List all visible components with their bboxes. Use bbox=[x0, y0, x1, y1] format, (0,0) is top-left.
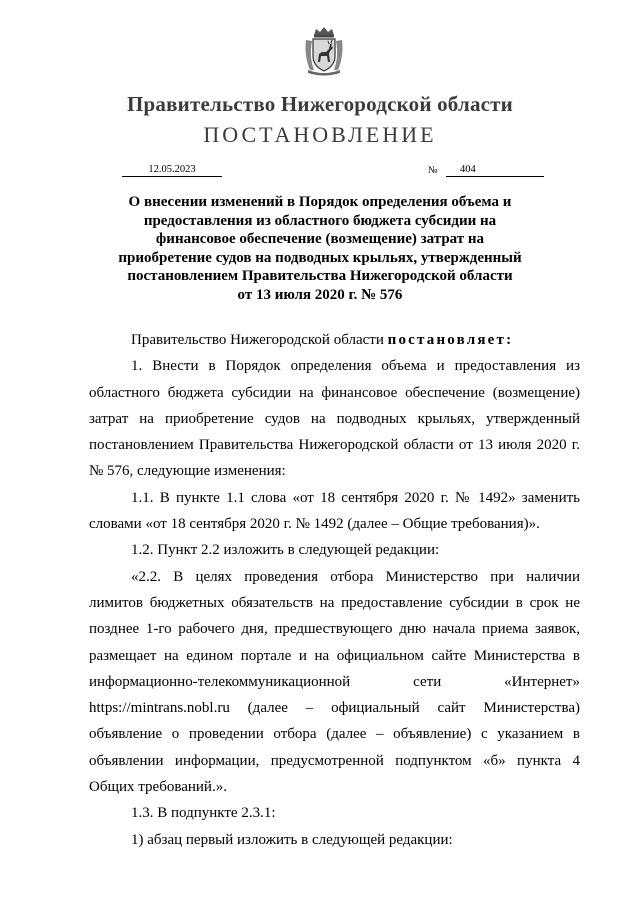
paragraph-line: объявление о проведении отбора (далее – объявление) с указанием в bbox=[89, 726, 580, 743]
paragraph-line: 1.2. Пункт 2.2 изложить в следующей редакции: bbox=[131, 542, 440, 559]
government-title: Правительство Нижегородской области bbox=[127, 92, 513, 116]
paragraph-line: 1. Внести в Порядок определения объема и предоставления из bbox=[131, 358, 580, 375]
subject-line: приобретение судов на подводных крыльях, утвержденный bbox=[118, 249, 522, 266]
subject-line: постановлением Правительства Нижегородской области bbox=[127, 268, 513, 284]
paragraph-line: 1.1. В пункте 1.1 слова «от 18 сентября 2020 г. № 1492» заменить bbox=[131, 489, 580, 506]
text-fragment: сети bbox=[413, 673, 442, 690]
subject-line: от 13 июля 2020 г. № 576 bbox=[237, 286, 403, 303]
subject-line: О внесении изменений в Порядок определения объема и bbox=[128, 194, 512, 210]
paragraph-line: Общих требований.». bbox=[89, 779, 227, 796]
paragraph-line: постановлением Правительства Нижегородской области от 13 июля 2020 г. bbox=[89, 437, 580, 454]
paragraph-line: 1) абзац первый изложить в следующей редакции: bbox=[131, 831, 453, 848]
paragraph-line: «2.2. В целях проведения отбора Министерство при наличии bbox=[131, 568, 580, 585]
paragraph-line: https://mintrans.nobl.ru (далее – официальный сайт Министерства) bbox=[89, 700, 580, 717]
paragraph-line: размещает на едином портале и на официальном сайте Министерства в bbox=[89, 647, 580, 664]
number-label: № bbox=[428, 165, 438, 176]
document-body bbox=[89, 327, 580, 853]
paragraph-line: № 576, следующие изменения: bbox=[89, 463, 286, 480]
paragraph-line: позднее 1-го рабочего дня, предшествующего дню начала приема заявок, bbox=[89, 621, 580, 638]
document-subject bbox=[100, 193, 540, 304]
document-date: 12.05.2023 bbox=[122, 164, 222, 177]
intro-paragraph bbox=[89, 327, 580, 353]
coat-of-arms-icon bbox=[302, 26, 346, 76]
intro-verb: постановляет: bbox=[387, 332, 514, 348]
paragraph-line: 1.3. В подпункте 2.3.1: bbox=[131, 805, 276, 822]
subject-line: предоставления из областного бюджета субсидии на bbox=[143, 212, 497, 229]
document-number: 404 bbox=[446, 164, 544, 177]
paragraph-line: словами «от 18 сентября 2020 г. № 1492 (далее – Общие требования)». bbox=[89, 516, 540, 533]
intro-text: Правительство Нижегородской области bbox=[131, 332, 388, 348]
subject-line: финансовое обеспечение (возмещение) затрат на bbox=[155, 231, 485, 247]
paragraph-line: объявлении информации, предусмотренной подпунктом «б» пункта 4 bbox=[89, 752, 580, 769]
paragraph-line: областного бюджета субсидии на финансовое обеспечение (возмещение) bbox=[89, 384, 580, 401]
document-type: ПОСТАНОВЛЕНИЕ bbox=[203, 122, 437, 147]
paragraph-line: лимитов бюджетных обязательств на предоставление субсидии в срок не bbox=[89, 594, 580, 611]
paragraph-line bbox=[89, 669, 580, 695]
text-fragment: информационно-телекоммуникационной bbox=[89, 673, 351, 690]
paragraph-line: затрат на приобретение судов на подводных крыльях, утвержденный bbox=[89, 410, 580, 427]
text-fragment: «Интернет» bbox=[504, 673, 580, 690]
